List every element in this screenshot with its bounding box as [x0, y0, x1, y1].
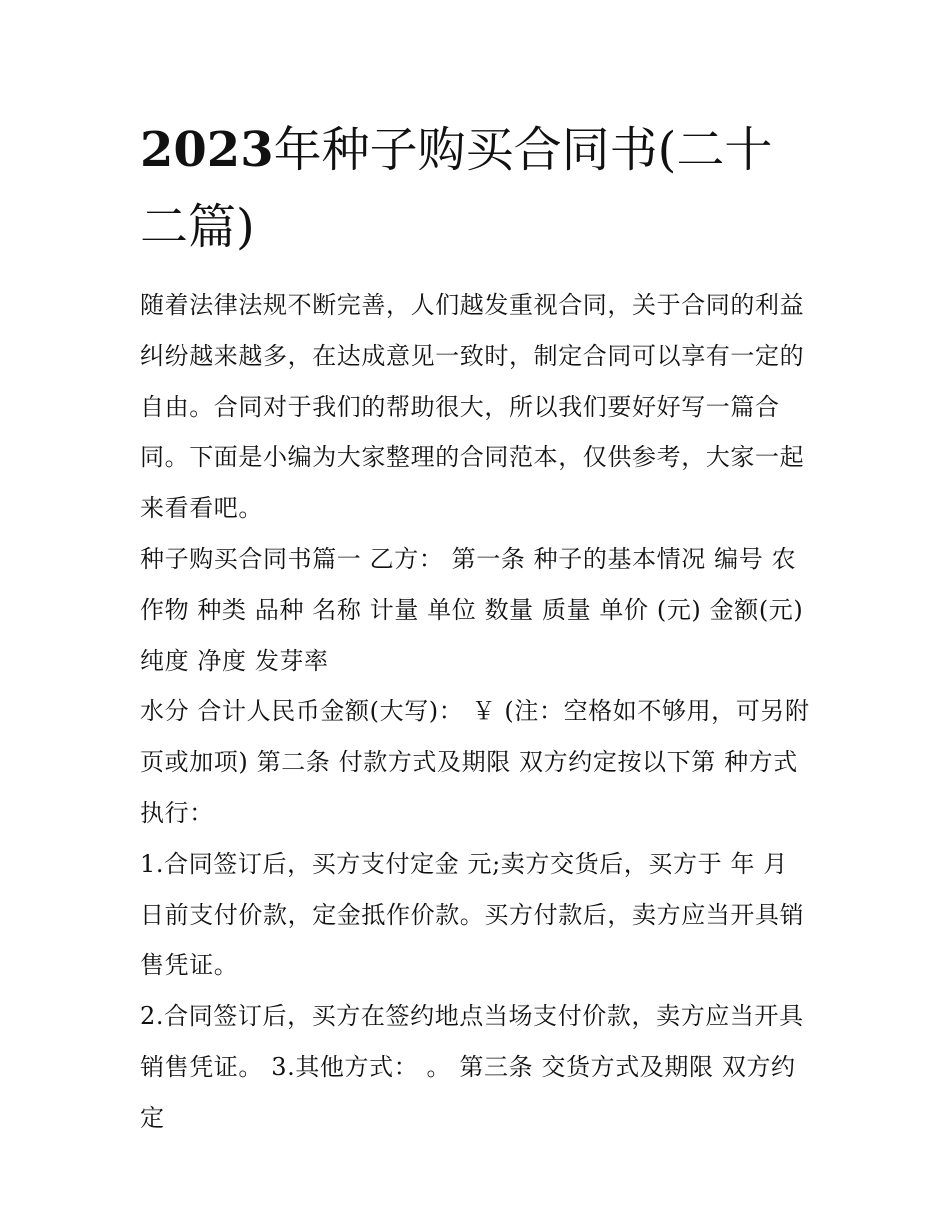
- payment-option-two-paragraph: 2.合同签订后，买方在签约地点当场支付价款，卖方应当开具销售凭证。 3.其他方式： 。 第三条 交货方式及期限 双方约定: [140, 1002, 804, 1132]
- title-year: 2023: [140, 122, 274, 178]
- document-page: [140, 112, 812, 1144]
- section-one-paragraph: 种子购买合同书篇一 乙方： 第一条 种子的基本情况 编号 农作物 种类 品种 名称 计量 单位 数量 质量 单价 (元) 金额(元) 纯度 净度 发芽率: [140, 544, 804, 675]
- payment-terms-paragraph: 水分 合计人民币金额(大写)： ￥ (注：空格如不够用，可另附页或加项) 第二条 付款方式及期限 双方约定按以下第 种方式执行：: [140, 697, 810, 827]
- document-title: [140, 112, 812, 266]
- title-text: 年种子购买合同书(二十二篇): [140, 122, 773, 255]
- intro-paragraph: 随着法律法规不断完善，人们越发重视合同，关于合同的利益纠纷越来越多，在达成意见一致时，制定合同可以享有一定的自由。合同对于我们的帮助很大，所以我们要好好写一篇合同。下面是小编为大家整理的合同范本，仅供参考，大家一起来看看吧。: [140, 291, 805, 523]
- payment-option-one-paragraph: 1.合同签订后，买方支付定金 元;卖方交货后，买方于 年 月 日前支付价款，定金抵作价款。买方付款后，卖方应当开具销售凭证。: [140, 849, 805, 980]
